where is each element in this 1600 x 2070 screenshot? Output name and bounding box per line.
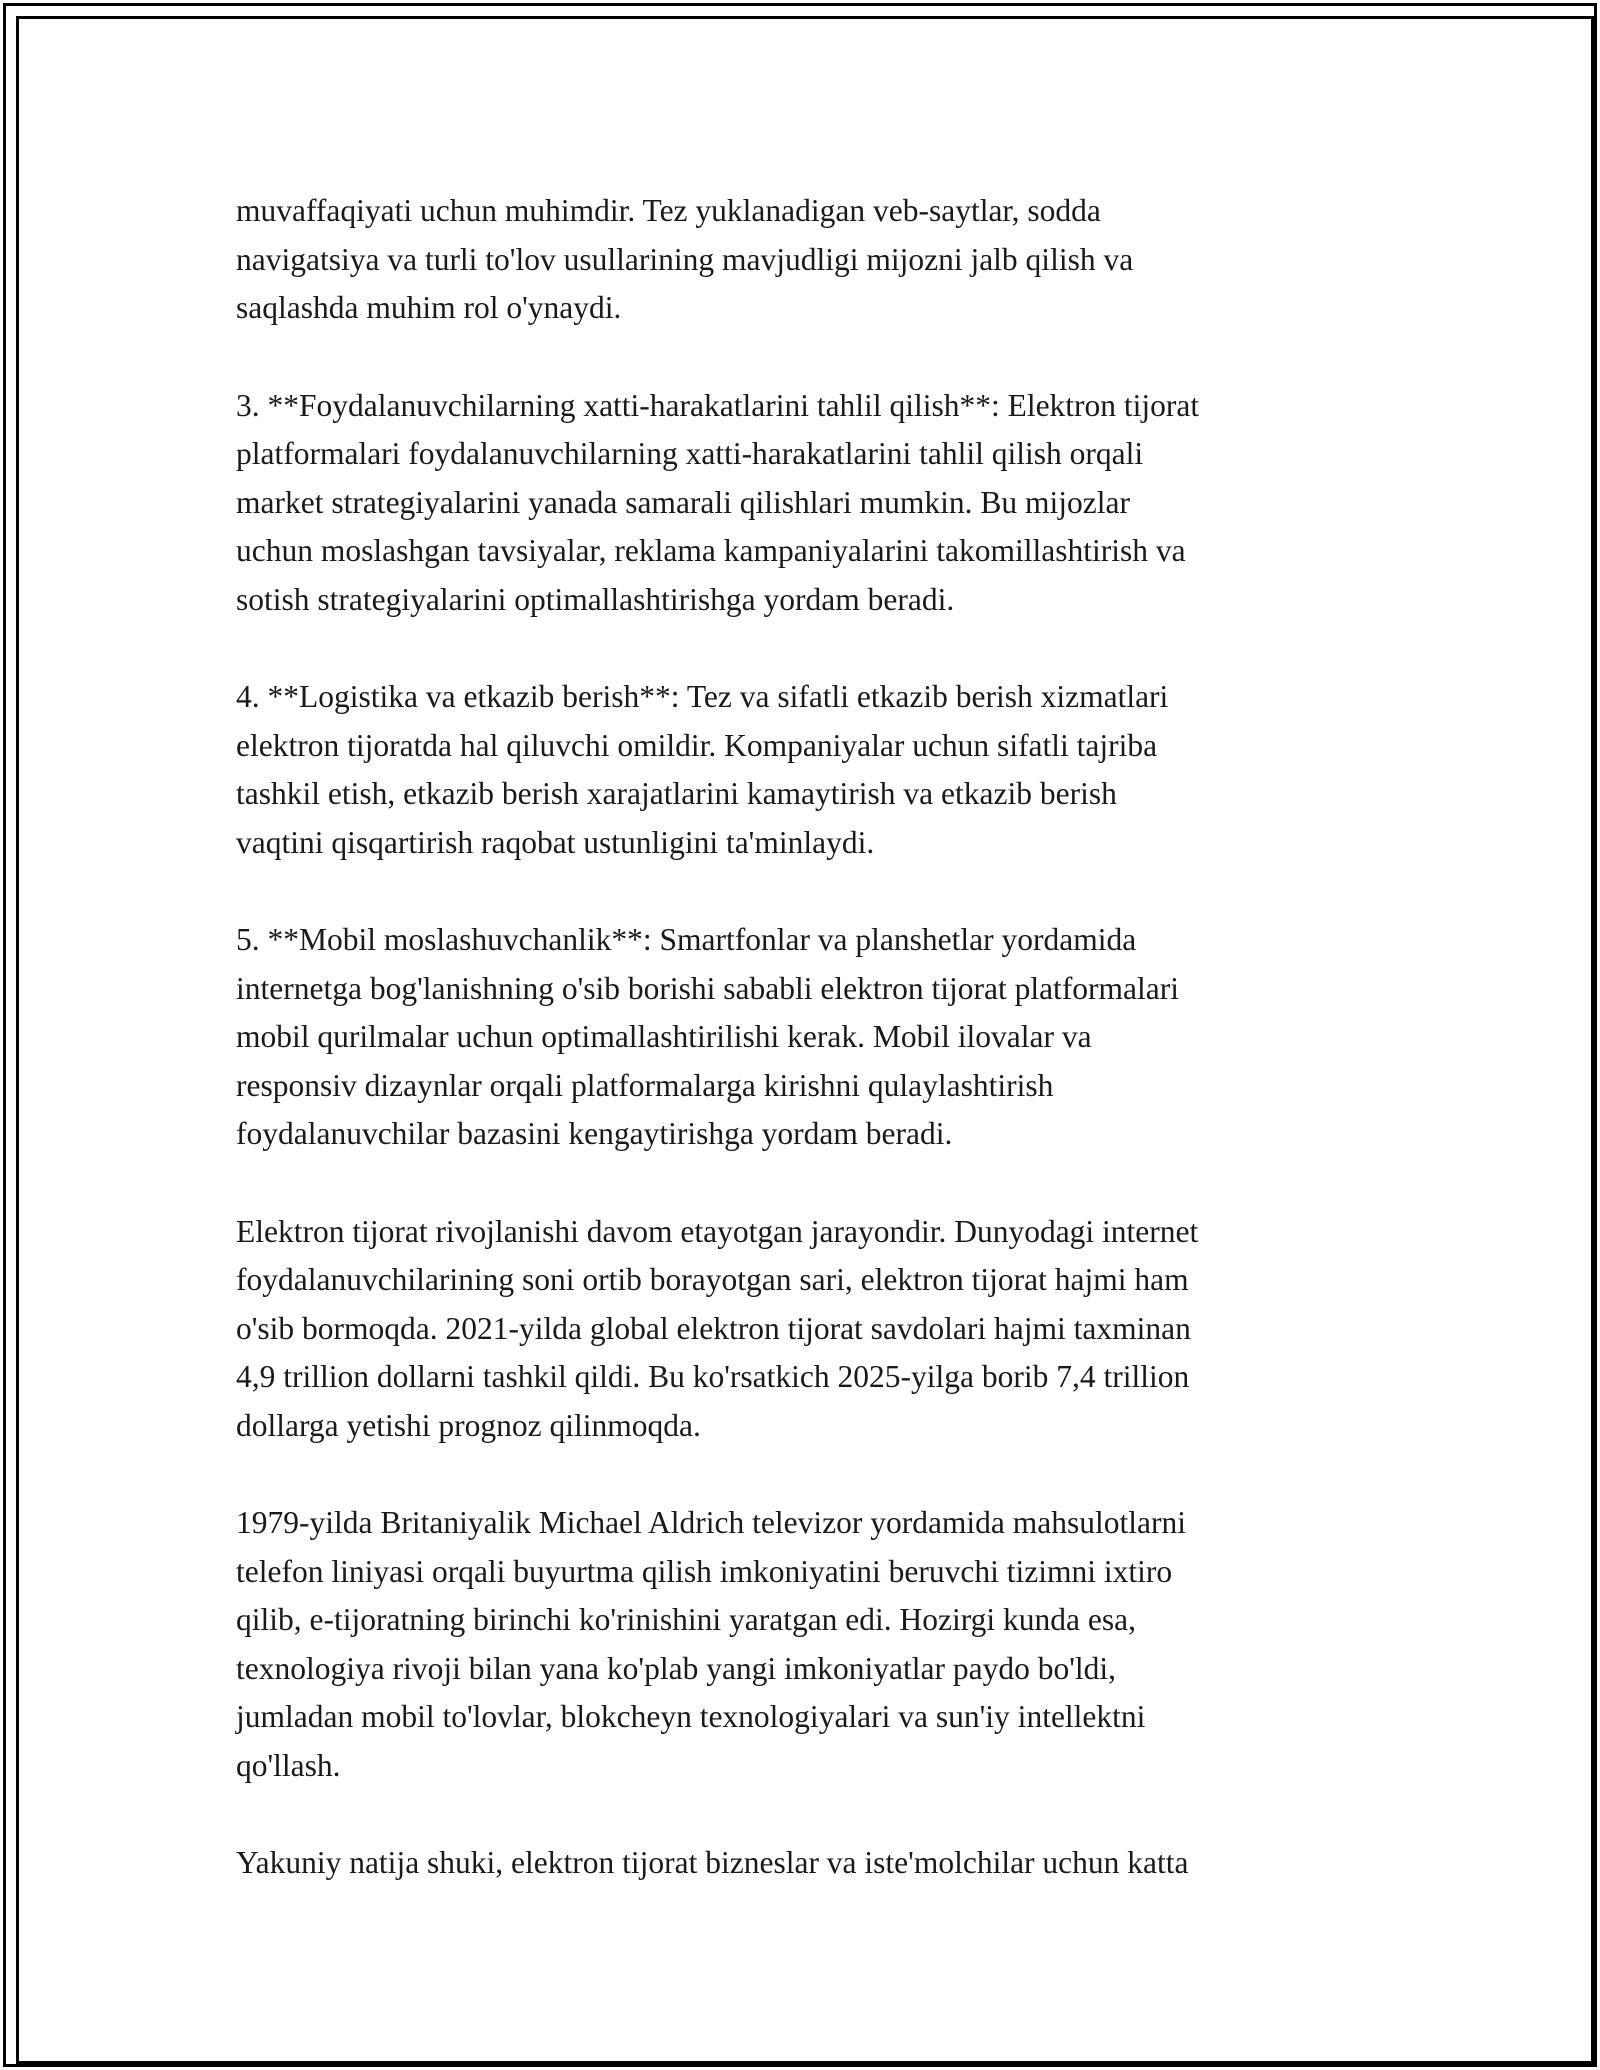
- paragraph-history: 1979-yilda Britaniyalik Michael Aldrich televizor yordamida mahsulotlarni telefon liniyasi orqali buyurtma qilish imkoniyatini beruvchi tizimni ixtiro qilib, e-tijoratning birinchi ko'rinishini yaratgan edi. Hozirgi kunda esa, texnologiya rivoji bilan yana ko'plab yangi imkoniyatlar paydo bo'ldi, jumladan mobil to'lovlar, blokcheyn texnologiyalari va sun'iy intellektni qo'llash.: [236, 1505, 1186, 1783]
- document-body: [236, 187, 1396, 1937]
- paragraph-logistics-delivery: 4. **Logistika va etkazib berish**: Tez va sifatli etkazib berish xizmatlari elektron tijoratda hal qiluvchi omildir. Kompaniyalar uchun sifatli tajriba tashkil etish, etkazib berish xarajatlarini kamaytirish va etkazib berish vaqtini qisqartirish raqobat ustunligini ta'minlaydi.: [236, 679, 1169, 860]
- paragraph-conclusion: Yakuniy natija shuki, elektron tijorat bizneslar va iste'molchilar uchun katta: [236, 1845, 1189, 1880]
- paragraph-intro-continuation: muvaffaqiyati uchun muhimdir. Tez yuklanadigan veb-saytlar, sodda navigatsiya va turli to'lov usullarining mavjudligi mijozni jalb qilish va saqlashda muhim rol o'ynaydi.: [236, 193, 1134, 325]
- paragraph-ecommerce-growth: Elektron tijorat rivojlanishi davom etayotgan jarayondir. Dunyodagi internet foydalanuvchilarining soni ortib borayotgan sari, elektron tijorat hajmi ham o'sib bormoqda. 2021-yilda global elektron tijorat savdolari hajmi taxminan 4,9 trillion dollarni tashkil qildi. Bu ko'rsatkich 2025-yilga borib 7,4 trillion dollarga yetishi prognoz qilinmoqda.: [236, 1213, 1199, 1443]
- paragraph-mobile-adaptability: 5. **Mobil moslashuvchanlik**: Smartfonlar va planshetlar yordamida internetga bog'lanishning o'sib borishi sababli elektron tijorat platformalari mobil qurilmalar uchun optimallashtirilishi kerak. Mobil ilovalar va responsiv dizaynlar orqali platformalarga kirishni qulaylashtirish foydalanuvchilar bazasini kengaytirishga yordam beradi.: [236, 922, 1180, 1151]
- paragraph-user-behavior-analysis: 3. **Foydalanuvchilarning xatti-harakatlarini tahlil qilish**: Elektron tijorat platformalari foydalanuvchilarning xatti-harakatlarini tahlil qilish orqali market strategiyalarini yanada samarali qilishlari mumkin. Bu mijozlar uchun moslashgan tavsiyalar, reklama kampaniyalarini takomillashtirish va sotish strategiyalarini optimallashtirishga yordam beradi.: [236, 387, 1200, 617]
